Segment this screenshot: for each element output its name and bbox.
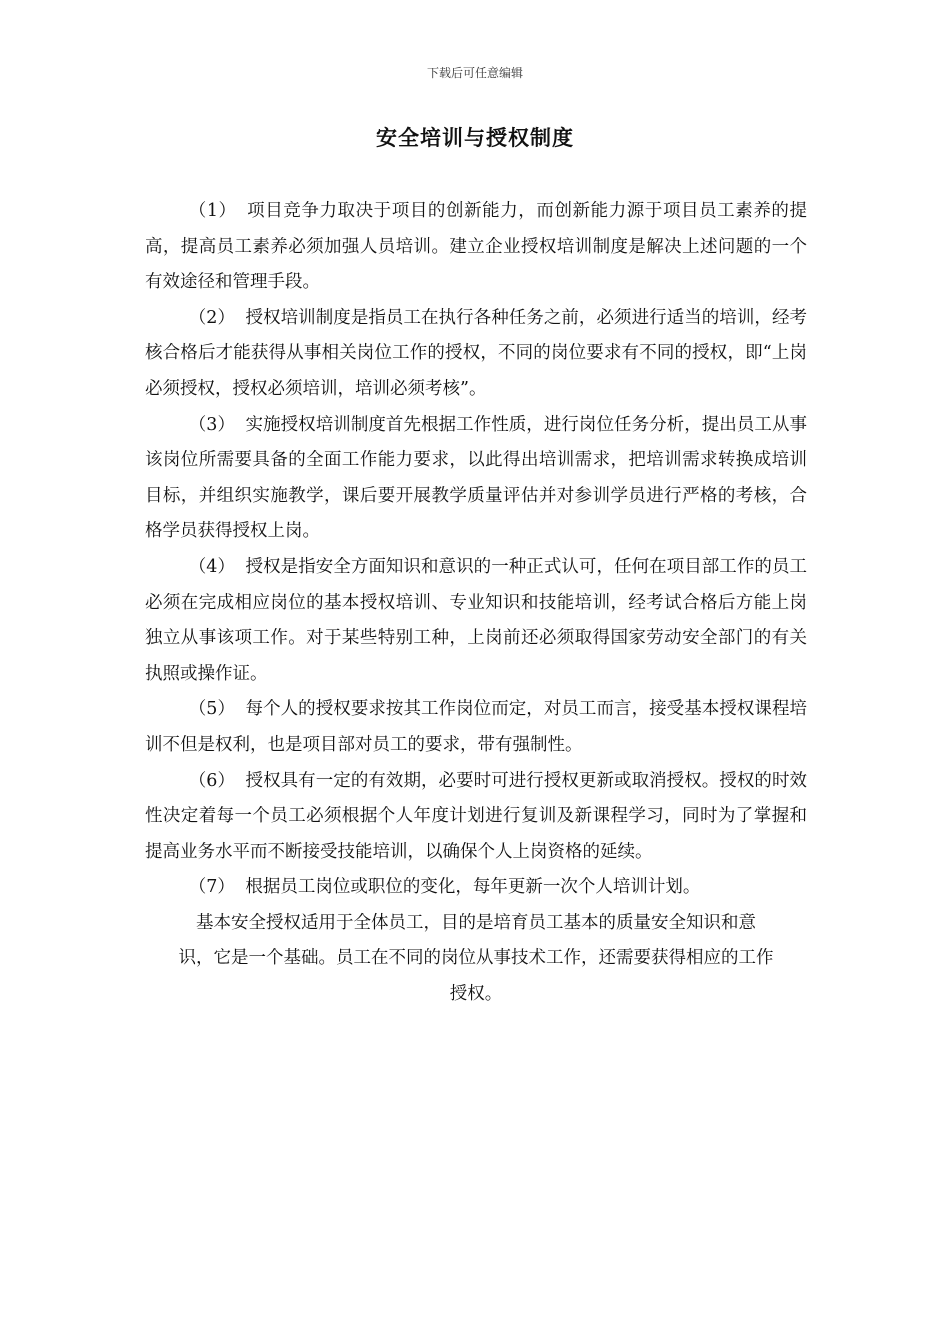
document-title: 安全培训与授权制度 [376, 125, 574, 150]
closing-line-3: 授权。 [449, 984, 503, 1005]
paragraph-1 [145, 194, 807, 301]
document-body [145, 194, 807, 1013]
paragraph-number: （6） [188, 770, 236, 791]
paragraph-number: （1） [188, 201, 237, 221]
paragraph-6 [145, 764, 807, 871]
paragraph-3 [145, 408, 807, 550]
closing-line-1: 基本安全授权适用于全体员工，目的是培育员工基本的质量安全知识和意 [196, 912, 756, 933]
paragraph-text: 每个人的授权要求按其工作岗位而定，对员工而言，接受基本授权课程培训不但是权利，也是项目部对员工的要求，带有强制性。 [145, 699, 807, 755]
paragraph-number: （5） [188, 699, 236, 720]
header-note: 下载后可任意编辑 [426, 66, 523, 80]
paragraph-text: 授权是指安全方面知识和意识的一种正式认可，任何在项目部工作的员工必须在完成相应岗位的基本授权培训、专业知识和技能培训，经考试合格后方能上岗独立从事该项工作。对于某些特别工种，上岗前还必须取得国家劳动安全部门的有关执照或操作证。 [145, 556, 807, 684]
paragraph-7 [145, 870, 807, 906]
paragraph-number: （4） [188, 556, 236, 577]
paragraph-text: 授权培训制度是指员工在执行各种任务之前，必须进行适当的培训，经考核合格后才能获得从事相关岗位工作的授权，不同的岗位要求有不同的授权，即“上岗必须授权，授权必须培训，培训必须考核”。 [145, 307, 807, 399]
paragraph-2 [145, 301, 807, 408]
paragraph-text: 实施授权培训制度首先根据工作性质，进行岗位任务分析，提出员工从事该岗位所需要具备的全面工作能力要求，以此得出培训需求，把培训需求转换成培训目标，并组织实施教学，课后要开展教学质量评估并对参训学员进行严格的考核，合格学员获得授权上岗。 [145, 414, 807, 542]
paragraph-4 [145, 550, 807, 692]
paragraph-text: 项目竞争力取决于项目的创新能力，而创新能力源于项目员工素养的提高，提高员工素养必须加强人员培训。建立企业授权培训制度是解决上述问题的一个有效途径和管理手段。 [145, 201, 807, 293]
paragraph-text: 根据员工岗位或职位的变化，每年更新一次个人培训计划。 [245, 877, 701, 898]
closing-paragraph [145, 906, 807, 1013]
paragraph-5 [145, 692, 807, 763]
closing-line-2: 识，它是一个基础。员工在不同的岗位从事技术工作，还需要获得相应的工作 [178, 948, 774, 969]
paragraph-text: 授权具有一定的有效期，必要时可进行授权更新或取消授权。授权的时效性决定着每一个员工必须根据个人年度计划进行复训及新课程学习，同时为了掌握和提高业务水平而不断接受技能培训，以确保个人上岗资格的延续。 [145, 770, 807, 862]
paragraph-number: （3） [188, 414, 236, 435]
paragraph-number: （2） [188, 307, 236, 328]
paragraph-number: （7） [188, 877, 235, 898]
